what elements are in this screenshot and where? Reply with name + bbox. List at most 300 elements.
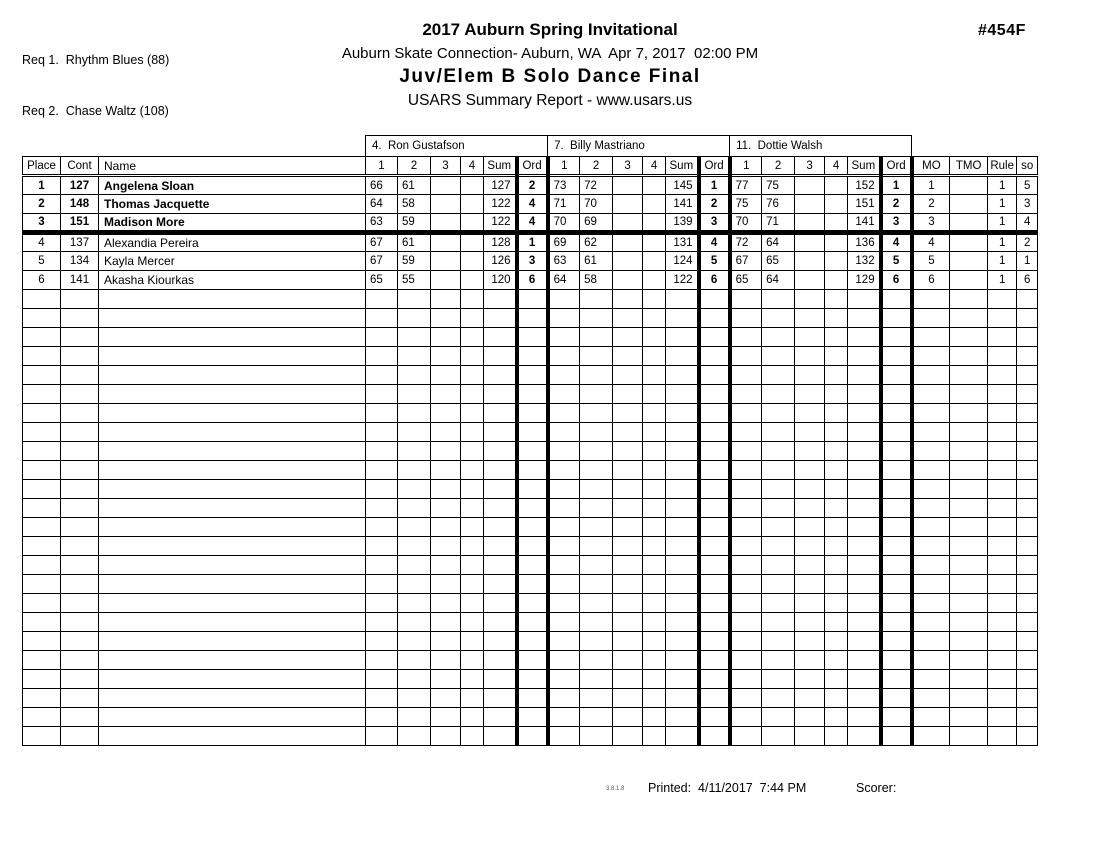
ordinal-cell: 5 <box>881 252 912 271</box>
skater-name-cell: Akasha Kiourkas <box>99 271 366 290</box>
empty-cell <box>643 518 666 537</box>
so-header: so <box>1017 157 1038 176</box>
empty-cell <box>988 689 1017 708</box>
empty-cell <box>398 442 431 461</box>
empty-cell <box>461 290 484 309</box>
empty-cell <box>398 670 431 689</box>
empty-cell <box>881 651 912 670</box>
score-cell <box>825 195 848 214</box>
empty-cell <box>398 594 431 613</box>
ordinal-cell: 3 <box>699 214 730 233</box>
empty-cell <box>484 575 517 594</box>
score-cell <box>461 252 484 271</box>
score-cell: 61 <box>398 176 431 195</box>
empty-cell <box>580 613 613 632</box>
empty-cell <box>699 347 730 366</box>
empty-cell <box>548 347 580 366</box>
empty-cell <box>988 556 1017 575</box>
score-cell: 61 <box>580 252 613 271</box>
empty-table-row <box>23 708 1038 727</box>
empty-cell <box>825 366 848 385</box>
empty-cell <box>398 575 431 594</box>
empty-cell <box>762 537 795 556</box>
empty-cell <box>848 613 881 632</box>
empty-cell <box>762 309 795 328</box>
empty-cell <box>461 689 484 708</box>
empty-cell <box>613 708 643 727</box>
empty-cell <box>730 499 762 518</box>
empty-cell <box>848 727 881 746</box>
j1-col2-header: 2 <box>398 157 431 176</box>
empty-cell <box>825 290 848 309</box>
empty-cell <box>61 689 99 708</box>
empty-cell <box>613 290 643 309</box>
venue-date-line: Auburn Skate Connection- Auburn, WA Apr 7, 2017 02:00 PM <box>341 45 759 62</box>
empty-cell <box>613 347 643 366</box>
score-cell: 62 <box>580 233 613 252</box>
empty-cell <box>795 480 825 499</box>
empty-cell <box>580 366 613 385</box>
score-cell <box>613 233 643 252</box>
score-cell: 64 <box>762 271 795 290</box>
empty-cell <box>795 347 825 366</box>
empty-cell <box>398 328 431 347</box>
empty-cell <box>988 347 1017 366</box>
empty-cell <box>517 385 548 404</box>
j2-col3-header: 3 <box>613 157 643 176</box>
empty-table-row <box>23 290 1038 309</box>
empty-cell <box>950 423 988 442</box>
empty-cell <box>643 442 666 461</box>
empty-cell <box>950 442 988 461</box>
score-cell <box>431 271 461 290</box>
empty-cell <box>613 328 643 347</box>
empty-cell <box>99 651 366 670</box>
empty-cell <box>61 309 99 328</box>
empty-cell <box>484 309 517 328</box>
empty-cell <box>366 461 398 480</box>
empty-cell <box>23 670 61 689</box>
empty-cell <box>730 575 762 594</box>
empty-cell <box>431 689 461 708</box>
empty-cell <box>730 556 762 575</box>
score-cell <box>825 214 848 233</box>
empty-cell <box>484 290 517 309</box>
skate-order-cell: 2 <box>1017 233 1038 252</box>
empty-cell <box>461 328 484 347</box>
empty-cell <box>699 309 730 328</box>
empty-cell <box>580 328 613 347</box>
empty-cell <box>580 651 613 670</box>
empty-cell <box>643 651 666 670</box>
empty-cell <box>580 689 613 708</box>
empty-cell <box>912 290 950 309</box>
empty-cell <box>848 366 881 385</box>
empty-cell <box>699 594 730 613</box>
empty-cell <box>61 537 99 556</box>
empty-cell <box>548 461 580 480</box>
empty-cell <box>825 499 848 518</box>
empty-cell <box>398 727 431 746</box>
empty-cell <box>762 366 795 385</box>
empty-cell <box>461 727 484 746</box>
empty-cell <box>666 708 699 727</box>
score-cell: 71 <box>548 195 580 214</box>
empty-cell <box>730 594 762 613</box>
empty-cell <box>762 290 795 309</box>
empty-cell <box>580 309 613 328</box>
score-cell: 70 <box>730 214 762 233</box>
empty-cell <box>825 385 848 404</box>
place-cell: 4 <box>23 233 61 252</box>
judges-row-spacer <box>912 136 1038 157</box>
empty-cell <box>61 290 99 309</box>
empty-cell <box>881 442 912 461</box>
empty-cell <box>461 347 484 366</box>
empty-cell <box>848 651 881 670</box>
empty-cell <box>431 290 461 309</box>
empty-table-row <box>23 670 1038 689</box>
empty-cell <box>762 632 795 651</box>
empty-cell <box>398 613 431 632</box>
empty-cell <box>431 404 461 423</box>
result-row <box>23 195 1038 214</box>
empty-cell <box>366 537 398 556</box>
empty-cell <box>366 423 398 442</box>
empty-cell <box>23 347 61 366</box>
empty-cell <box>881 670 912 689</box>
empty-cell <box>431 328 461 347</box>
empty-cell <box>23 480 61 499</box>
empty-cell <box>23 518 61 537</box>
empty-cell <box>548 328 580 347</box>
score-cell: 70 <box>548 214 580 233</box>
empty-cell <box>366 347 398 366</box>
empty-cell <box>950 347 988 366</box>
empty-cell <box>730 309 762 328</box>
empty-cell <box>881 290 912 309</box>
empty-cell <box>699 632 730 651</box>
empty-cell <box>1017 575 1038 594</box>
empty-cell <box>730 366 762 385</box>
empty-cell <box>988 328 1017 347</box>
printed-label: Printed: <box>648 781 692 795</box>
empty-cell <box>988 670 1017 689</box>
empty-cell <box>580 442 613 461</box>
contestant-number-cell: 134 <box>61 252 99 271</box>
rule-cell: 1 <box>988 214 1017 233</box>
empty-cell <box>795 708 825 727</box>
score-cell <box>431 214 461 233</box>
empty-cell <box>23 594 61 613</box>
mo-header: MO <box>912 157 950 176</box>
empty-cell <box>848 708 881 727</box>
empty-cell <box>912 727 950 746</box>
empty-cell <box>666 442 699 461</box>
score-cell <box>431 252 461 271</box>
empty-cell <box>699 556 730 575</box>
empty-cell <box>762 651 795 670</box>
empty-cell <box>580 556 613 575</box>
tmo-cell <box>950 195 988 214</box>
empty-cell <box>881 632 912 651</box>
rule-cell: 1 <box>988 195 1017 214</box>
empty-cell <box>795 328 825 347</box>
empty-cell <box>99 385 366 404</box>
empty-cell <box>548 708 580 727</box>
empty-cell <box>912 632 950 651</box>
score-cell <box>613 176 643 195</box>
empty-cell <box>795 404 825 423</box>
empty-cell <box>881 480 912 499</box>
empty-cell <box>517 575 548 594</box>
empty-cell <box>762 575 795 594</box>
empty-cell <box>762 499 795 518</box>
empty-cell <box>666 404 699 423</box>
empty-cell <box>431 556 461 575</box>
empty-cell <box>950 404 988 423</box>
empty-cell <box>643 385 666 404</box>
score-cell: 72 <box>580 176 613 195</box>
empty-cell <box>61 575 99 594</box>
empty-cell <box>848 385 881 404</box>
rule-header: Rule <box>988 157 1017 176</box>
empty-cell <box>666 385 699 404</box>
empty-cell <box>762 594 795 613</box>
empty-cell <box>366 518 398 537</box>
empty-cell <box>484 708 517 727</box>
j2-sum-header: Sum <box>666 157 699 176</box>
empty-cell <box>517 613 548 632</box>
empty-cell <box>431 423 461 442</box>
empty-cell <box>484 442 517 461</box>
majority-ordinal-cell: 4 <box>912 233 950 252</box>
software-version: 3.8.1.8 <box>606 786 625 792</box>
empty-table-row <box>23 632 1038 651</box>
skate-order-cell: 4 <box>1017 214 1038 233</box>
empty-cell <box>795 518 825 537</box>
empty-cell <box>548 499 580 518</box>
empty-cell <box>61 366 99 385</box>
empty-cell <box>825 708 848 727</box>
empty-cell <box>99 442 366 461</box>
tmo-header: TMO <box>950 157 988 176</box>
empty-cell <box>23 328 61 347</box>
empty-cell <box>461 423 484 442</box>
empty-cell <box>988 385 1017 404</box>
empty-cell <box>366 689 398 708</box>
empty-cell <box>398 347 431 366</box>
skate-order-cell: 1 <box>1017 252 1038 271</box>
empty-cell <box>643 347 666 366</box>
empty-cell <box>613 537 643 556</box>
empty-cell <box>23 290 61 309</box>
empty-cell <box>398 385 431 404</box>
empty-table-row <box>23 480 1038 499</box>
empty-cell <box>99 347 366 366</box>
empty-cell <box>398 404 431 423</box>
empty-cell <box>366 632 398 651</box>
empty-cell <box>699 366 730 385</box>
empty-cell <box>666 366 699 385</box>
empty-table-row <box>23 366 1038 385</box>
empty-cell <box>484 689 517 708</box>
empty-cell <box>23 575 61 594</box>
score-cell <box>613 271 643 290</box>
empty-cell <box>517 290 548 309</box>
empty-table-row <box>23 385 1038 404</box>
j2-ord-header: Ord <box>699 157 730 176</box>
empty-cell <box>825 423 848 442</box>
empty-cell <box>431 309 461 328</box>
empty-cell <box>431 632 461 651</box>
empty-cell <box>61 385 99 404</box>
empty-cell <box>848 537 881 556</box>
empty-cell <box>398 556 431 575</box>
empty-cell <box>61 651 99 670</box>
empty-cell <box>613 670 643 689</box>
empty-cell <box>548 480 580 499</box>
empty-cell <box>431 347 461 366</box>
empty-cell <box>461 366 484 385</box>
sum-cell: 132 <box>848 252 881 271</box>
empty-cell <box>613 651 643 670</box>
report-type-line: USARS Summary Report - www.usars.us <box>407 92 693 109</box>
empty-cell <box>699 518 730 537</box>
empty-cell <box>881 499 912 518</box>
empty-cell <box>848 575 881 594</box>
result-row <box>23 176 1038 195</box>
score-cell: 64 <box>548 271 580 290</box>
empty-cell <box>517 461 548 480</box>
empty-cell <box>548 689 580 708</box>
empty-cell <box>912 309 950 328</box>
majority-ordinal-cell: 3 <box>912 214 950 233</box>
empty-cell <box>461 670 484 689</box>
sum-cell: 152 <box>848 176 881 195</box>
empty-cell <box>461 613 484 632</box>
score-cell: 63 <box>548 252 580 271</box>
empty-cell <box>699 442 730 461</box>
empty-cell <box>762 328 795 347</box>
empty-cell <box>431 499 461 518</box>
empty-cell <box>99 594 366 613</box>
empty-cell <box>950 632 988 651</box>
empty-cell <box>484 651 517 670</box>
empty-cell <box>762 708 795 727</box>
empty-cell <box>950 556 988 575</box>
empty-cell <box>548 556 580 575</box>
empty-cell <box>795 499 825 518</box>
empty-cell <box>699 537 730 556</box>
result-row <box>23 214 1038 233</box>
empty-cell <box>1017 423 1038 442</box>
empty-cell <box>517 651 548 670</box>
empty-cell <box>23 423 61 442</box>
requirement-1: Req 1. Rhythm Blues (88) <box>22 53 170 67</box>
empty-cell <box>548 594 580 613</box>
empty-cell <box>517 727 548 746</box>
tmo-cell <box>950 252 988 271</box>
empty-cell <box>825 537 848 556</box>
empty-cell <box>398 461 431 480</box>
empty-cell <box>950 727 988 746</box>
empty-table-row <box>23 499 1038 518</box>
empty-cell <box>988 518 1017 537</box>
empty-cell <box>825 404 848 423</box>
empty-cell <box>461 556 484 575</box>
tmo-cell <box>950 176 988 195</box>
judges-row-spacer <box>23 136 366 157</box>
score-cell <box>613 252 643 271</box>
empty-cell <box>398 423 431 442</box>
empty-cell <box>580 461 613 480</box>
empty-cell <box>730 480 762 499</box>
empty-cell <box>666 594 699 613</box>
empty-cell <box>881 328 912 347</box>
score-cell: 69 <box>548 233 580 252</box>
empty-cell <box>61 727 99 746</box>
empty-cell <box>762 556 795 575</box>
empty-cell <box>548 651 580 670</box>
empty-cell <box>825 518 848 537</box>
score-cell <box>643 176 666 195</box>
empty-cell <box>762 404 795 423</box>
empty-cell <box>613 575 643 594</box>
empty-cell <box>881 366 912 385</box>
skater-name-cell: Alexandia Pereira <box>99 233 366 252</box>
empty-cell <box>23 556 61 575</box>
empty-cell <box>99 480 366 499</box>
empty-cell <box>699 670 730 689</box>
empty-cell <box>730 518 762 537</box>
empty-cell <box>666 290 699 309</box>
j3-col3-header: 3 <box>795 157 825 176</box>
empty-cell <box>988 309 1017 328</box>
empty-cell <box>699 708 730 727</box>
empty-cell <box>730 461 762 480</box>
skate-order-cell: 5 <box>1017 176 1038 195</box>
place-cell: 6 <box>23 271 61 290</box>
skater-name-cell: Thomas Jacquette <box>99 195 366 214</box>
empty-cell <box>398 632 431 651</box>
empty-cell <box>643 670 666 689</box>
empty-cell <box>795 290 825 309</box>
j3-col1-header: 1 <box>730 157 762 176</box>
empty-cell <box>548 613 580 632</box>
empty-cell <box>398 499 431 518</box>
ordinal-cell: 2 <box>881 195 912 214</box>
empty-cell <box>517 404 548 423</box>
empty-cell <box>548 537 580 556</box>
empty-cell <box>643 404 666 423</box>
empty-cell <box>912 670 950 689</box>
empty-cell <box>613 499 643 518</box>
empty-cell <box>666 347 699 366</box>
empty-cell <box>99 328 366 347</box>
empty-cell <box>580 518 613 537</box>
contestant-number-cell: 151 <box>61 214 99 233</box>
empty-cell <box>99 670 366 689</box>
score-cell <box>825 252 848 271</box>
empty-cell <box>517 423 548 442</box>
empty-cell <box>666 518 699 537</box>
empty-cell <box>825 575 848 594</box>
empty-cell <box>988 290 1017 309</box>
empty-cell <box>848 404 881 423</box>
score-cell <box>643 195 666 214</box>
result-row <box>23 271 1038 290</box>
